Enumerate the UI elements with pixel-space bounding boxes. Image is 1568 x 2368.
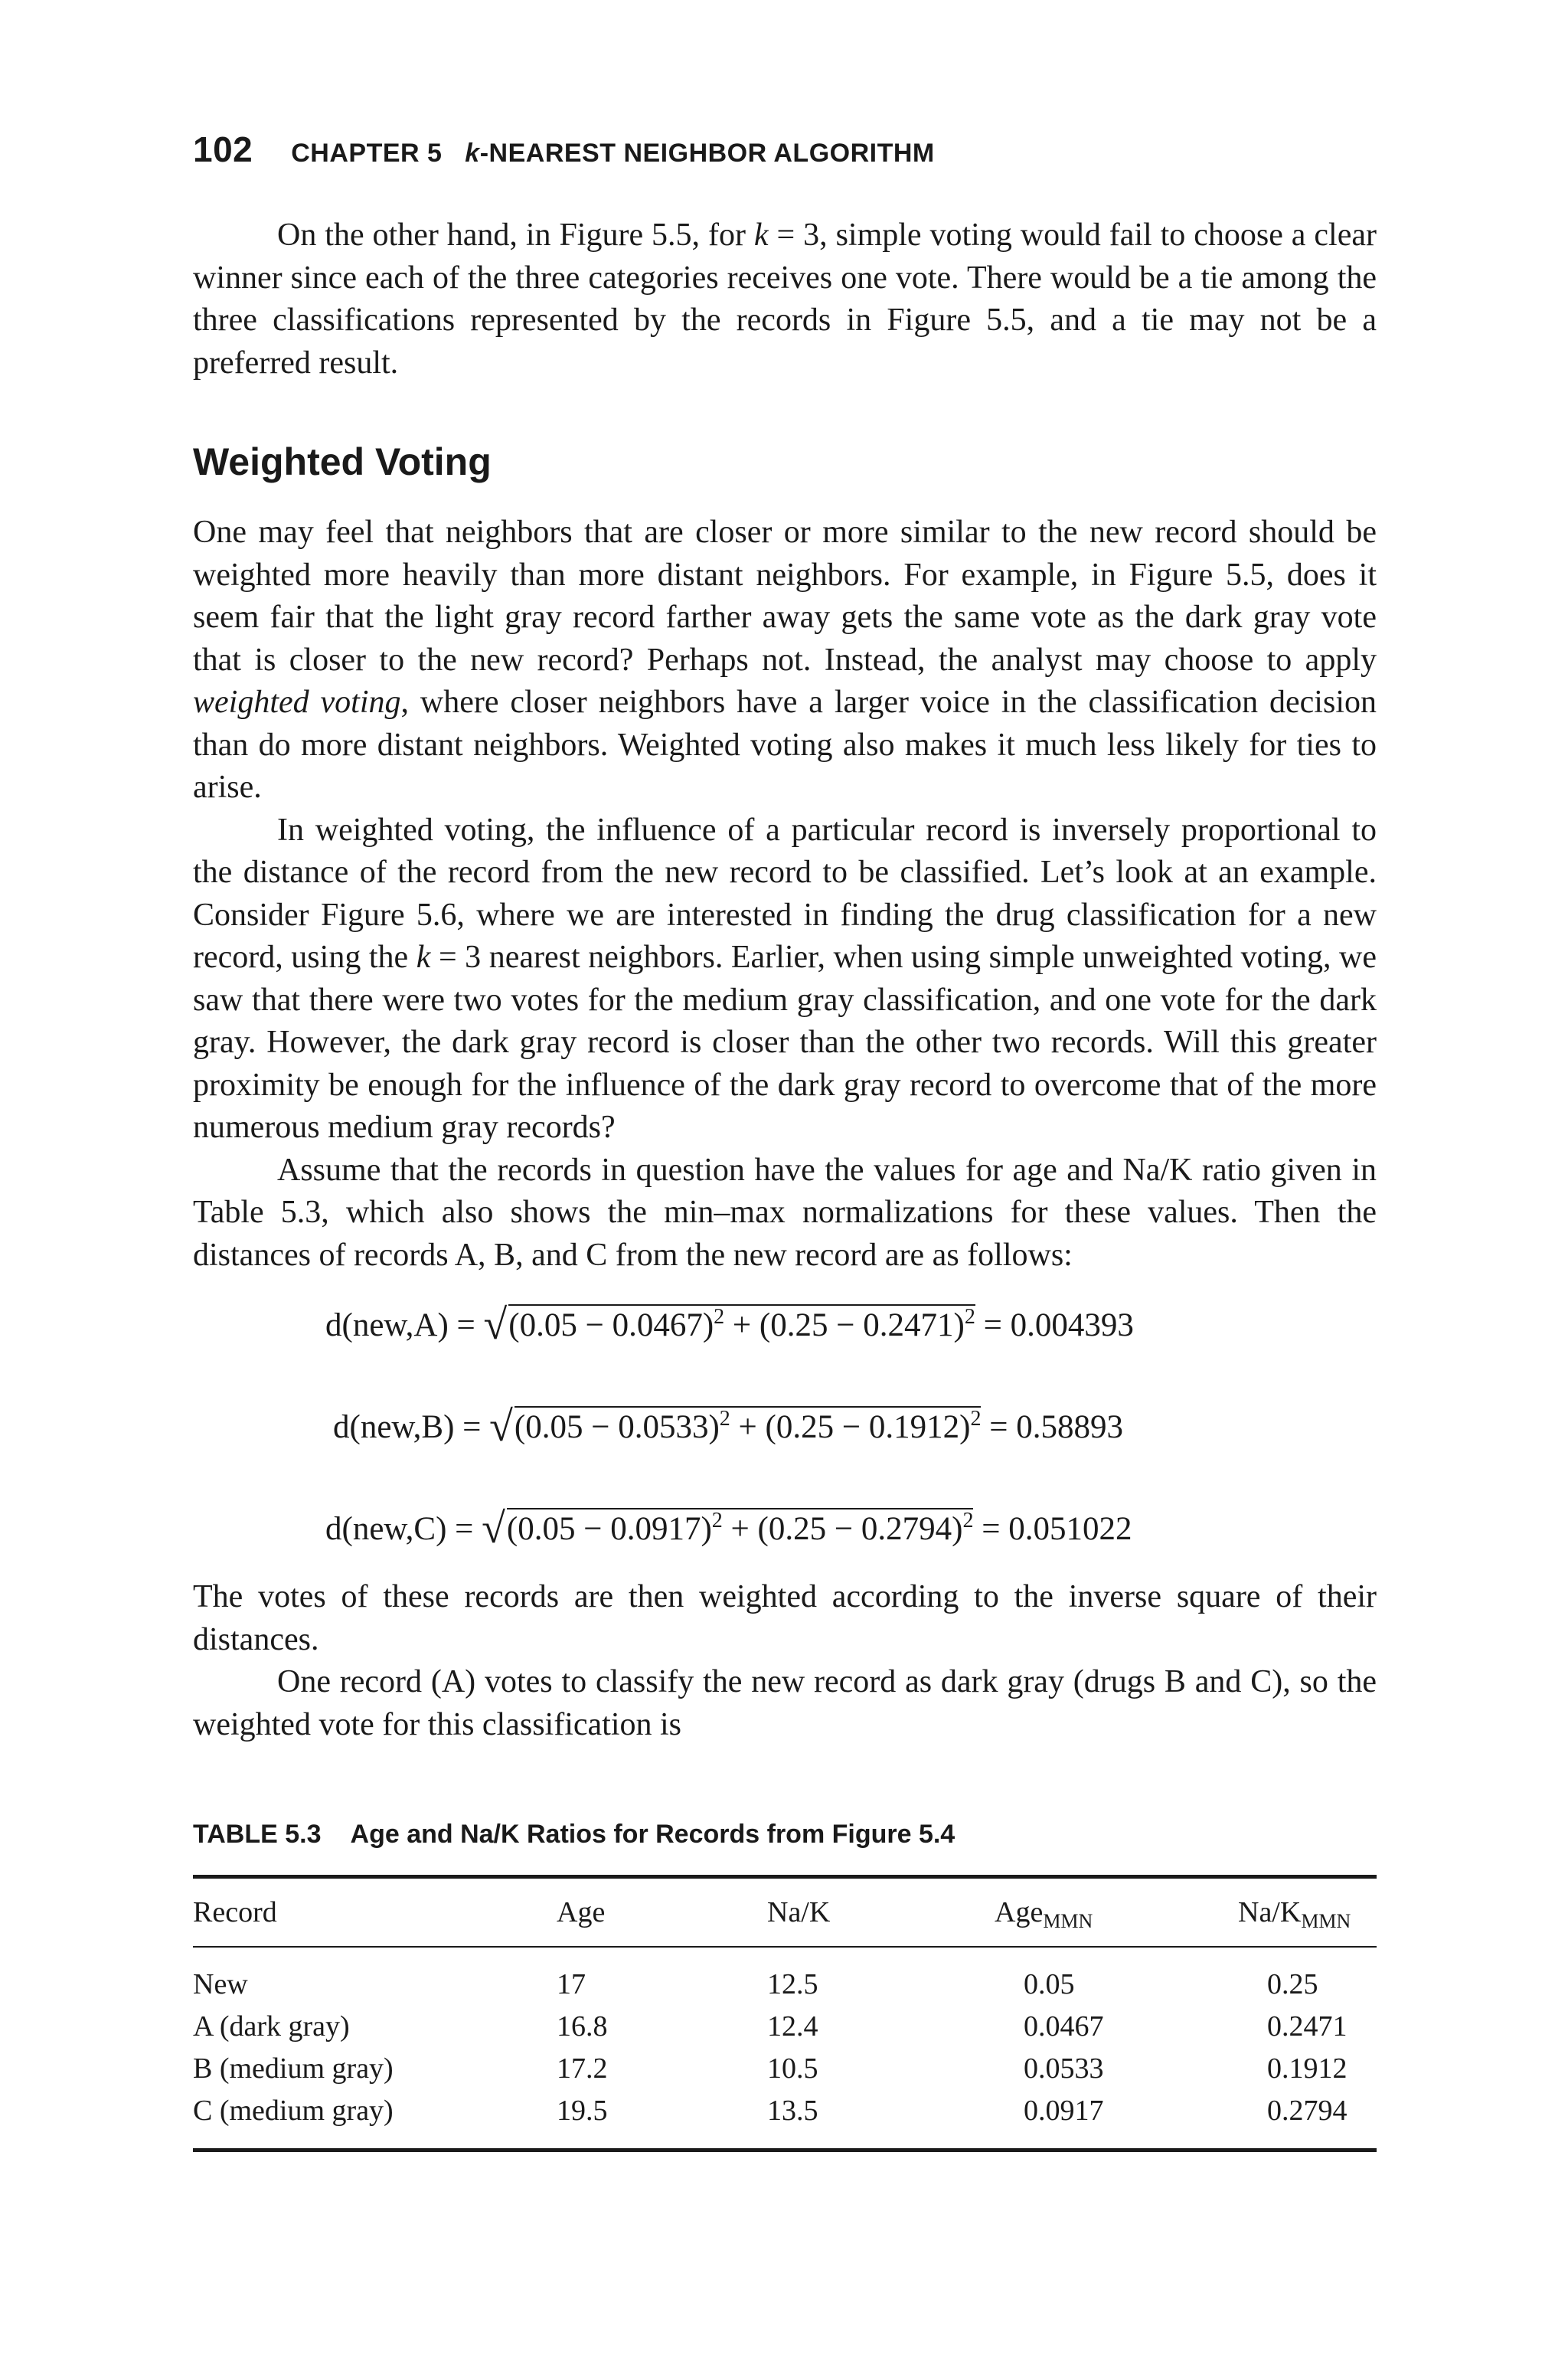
equation-a-exp2: 2 (964, 1305, 975, 1329)
cell-nak: 12.4 (767, 2010, 818, 2043)
para3-text-b: = 3 nearest neighbors. Earlier, when using simple unweighted voting, we saw that there were two votes for the medium gray classification, and one vote for the dark gray. However, the dark gray record is closer than the other two records. Will this greater proximity be enough for the influence of the dark gray record to overcome that of the more numerous medium gray records? (193, 940, 1377, 1145)
equation-c-result: = 0.051022 (973, 1511, 1132, 1547)
nak-mmn-base: Na/K (1238, 1896, 1302, 1928)
table-row (193, 2047, 1377, 2089)
paragraph-1 (193, 214, 1377, 384)
cell-nak: 10.5 (767, 2052, 818, 2085)
equation-b-result: = 0.58893 (981, 1409, 1123, 1445)
para1-text-a: On the other hand, in Figure 5.5, for (277, 218, 754, 253)
table-row (193, 2089, 1377, 2150)
cell-record: New (193, 1967, 248, 2000)
para6-text: One record (A) votes to classify the new record as dark gray (drugs B and C), so the weighted vote for this classification is (193, 1664, 1377, 1742)
equation-b-term2: + (0.25 − 0.1912) (730, 1409, 971, 1445)
page-number: 102 (193, 129, 253, 169)
col-header-nak-mmn (1238, 1877, 1377, 1948)
table-row (193, 2005, 1377, 2047)
equation-b-exp2: 2 (970, 1407, 982, 1431)
equation-a: $d(new,A) = √(0.05 - 0.0467)^2 + (0.25 - 0.2471)^2 = 0.004393$ (325, 1301, 1134, 1349)
equation-a-lhs: d(new,A) = (325, 1307, 484, 1343)
cell-nak-mmn: 0.25 (1267, 1967, 1318, 2000)
cell-age: 19.5 (557, 2094, 608, 2127)
table-row (193, 1947, 1377, 2005)
paragraph-2 (193, 512, 1377, 1277)
para3-k: k (416, 940, 431, 975)
age-mmn-base: Age (995, 1896, 1044, 1928)
equation-c-exp1: 2 (711, 1509, 723, 1532)
cell-age: 16.8 (557, 2010, 608, 2043)
equation-b-lhs: d(new,B) = (333, 1409, 490, 1445)
table-caption (193, 1820, 955, 1850)
nak-mmn-sub: MMN (1301, 1910, 1351, 1932)
table-label: TABLE 5.3 (193, 1820, 322, 1849)
equation-b: $d(new,B) = √(0.05 - 0.0533)^2 + (0.25 - 0.1912)^2 = 0.58893$ (333, 1403, 1123, 1451)
col-header-age-mmn (995, 1877, 1238, 1948)
cell-age: 17.2 (557, 2052, 608, 2085)
cell-nak: 13.5 (767, 2094, 818, 2127)
section-heading: Weighted Voting (193, 440, 492, 483)
equation-a-exp1: 2 (714, 1305, 725, 1329)
cell-nak-mmn: 0.1912 (1267, 2052, 1348, 2085)
cell-age-mmn: 0.0533 (1024, 2052, 1104, 2085)
para5-text: The votes of these records are then weighted according to the inverse square of their distances. (193, 1579, 1377, 1657)
cell-record: A (dark gray) (193, 2010, 350, 2043)
cell-nak-mmn: 0.2471 (1267, 2010, 1348, 2043)
col-header-nak: Na/K (767, 1896, 831, 1928)
chapter-title-k: k (465, 139, 480, 168)
para1-k: k (753, 218, 769, 253)
para2-text-b: , where closer neighbors have a larger voice in the classification decision than do more distant neighbors. Weighted voting also makes it much less likely for ties to arise. (193, 685, 1377, 805)
chapter-label: CHAPTER 5 (291, 139, 443, 168)
equation-c: $d(new,C) = √(0.05 - 0.0917)^2 + (0.25 - 0.2794)^2 = 0.051022$ (325, 1505, 1132, 1552)
equation-c-lhs: d(new,C) = (325, 1511, 482, 1547)
cell-record: C (medium gray) (193, 2094, 394, 2127)
table-title: Age and Na/K Ratios for Records from Figure 5.4 (350, 1820, 956, 1849)
col-header-age: Age (557, 1896, 606, 1928)
equation-c-term2: + (0.25 − 0.2794) (722, 1511, 963, 1547)
chapter-title: -NEAREST NEIGHBOR ALGORITHM (479, 139, 935, 168)
table-header-row (193, 1877, 1377, 1948)
age-mmn-sub: MMN (1043, 1910, 1093, 1932)
cell-age-mmn: 0.0917 (1024, 2094, 1104, 2127)
equation-b-exp1: 2 (719, 1407, 730, 1431)
para3-text-a: In weighted voting, the influence of a particular record is inversely proportional to the distance of the record from the new record to be classified. Let’s look at an example. Consider Figure 5.6, where we are interested in finding the drug classification for a new record, using the (193, 812, 1377, 975)
equation-a-term2: + (0.25 − 0.2471) (724, 1307, 965, 1343)
equation-a-result: = 0.004393 (975, 1307, 1134, 1343)
equation-c-term1: (0.05 − 0.0917) (506, 1511, 712, 1547)
para4-text: Assume that the records in question have the values for age and Na/K ratio given in Table 5.3, which also shows the min–max normalizations for these values. Then the distances of records A, B, and C from the new record are as follows: (193, 1152, 1377, 1273)
cell-age: 17 (557, 1967, 586, 2000)
equation-c-exp2: 2 (962, 1509, 974, 1532)
para2-emphasis: weighted voting (193, 685, 401, 720)
para2-text-a: One may feel that neighbors that are closer or more similar to the new record should be weighted more heavily than more distant neighbors. For example, in Figure 5.5, does it seem fair that the light gray record farther away gets the same vote as the dark gray vote that is closer to the new record? Perhaps not. Instead, the analyst may choose to apply (193, 515, 1377, 678)
cell-nak-mmn: 0.2794 (1267, 2094, 1348, 2127)
cell-record: B (medium gray) (193, 2052, 394, 2085)
cell-nak: 12.5 (767, 1967, 818, 2000)
data-table (193, 1875, 1377, 2152)
equation-a-term1: (0.05 − 0.0467) (508, 1307, 714, 1343)
running-head (193, 129, 935, 170)
cell-age-mmn: 0.05 (1024, 1967, 1075, 2000)
cell-age-mmn: 0.0467 (1024, 2010, 1104, 2043)
paragraph-5 (193, 1576, 1377, 1746)
para1-text-b: = 3, simple voting would fail to choose a clear winner since each of the three categories receives one vote. There would be a tie among the three classifications represented by the records in Figure 5.5, and a tie may not be a preferred result. (193, 218, 1377, 381)
col-header-record: Record (193, 1896, 277, 1928)
equation-b-term1: (0.05 − 0.0533) (514, 1409, 720, 1445)
